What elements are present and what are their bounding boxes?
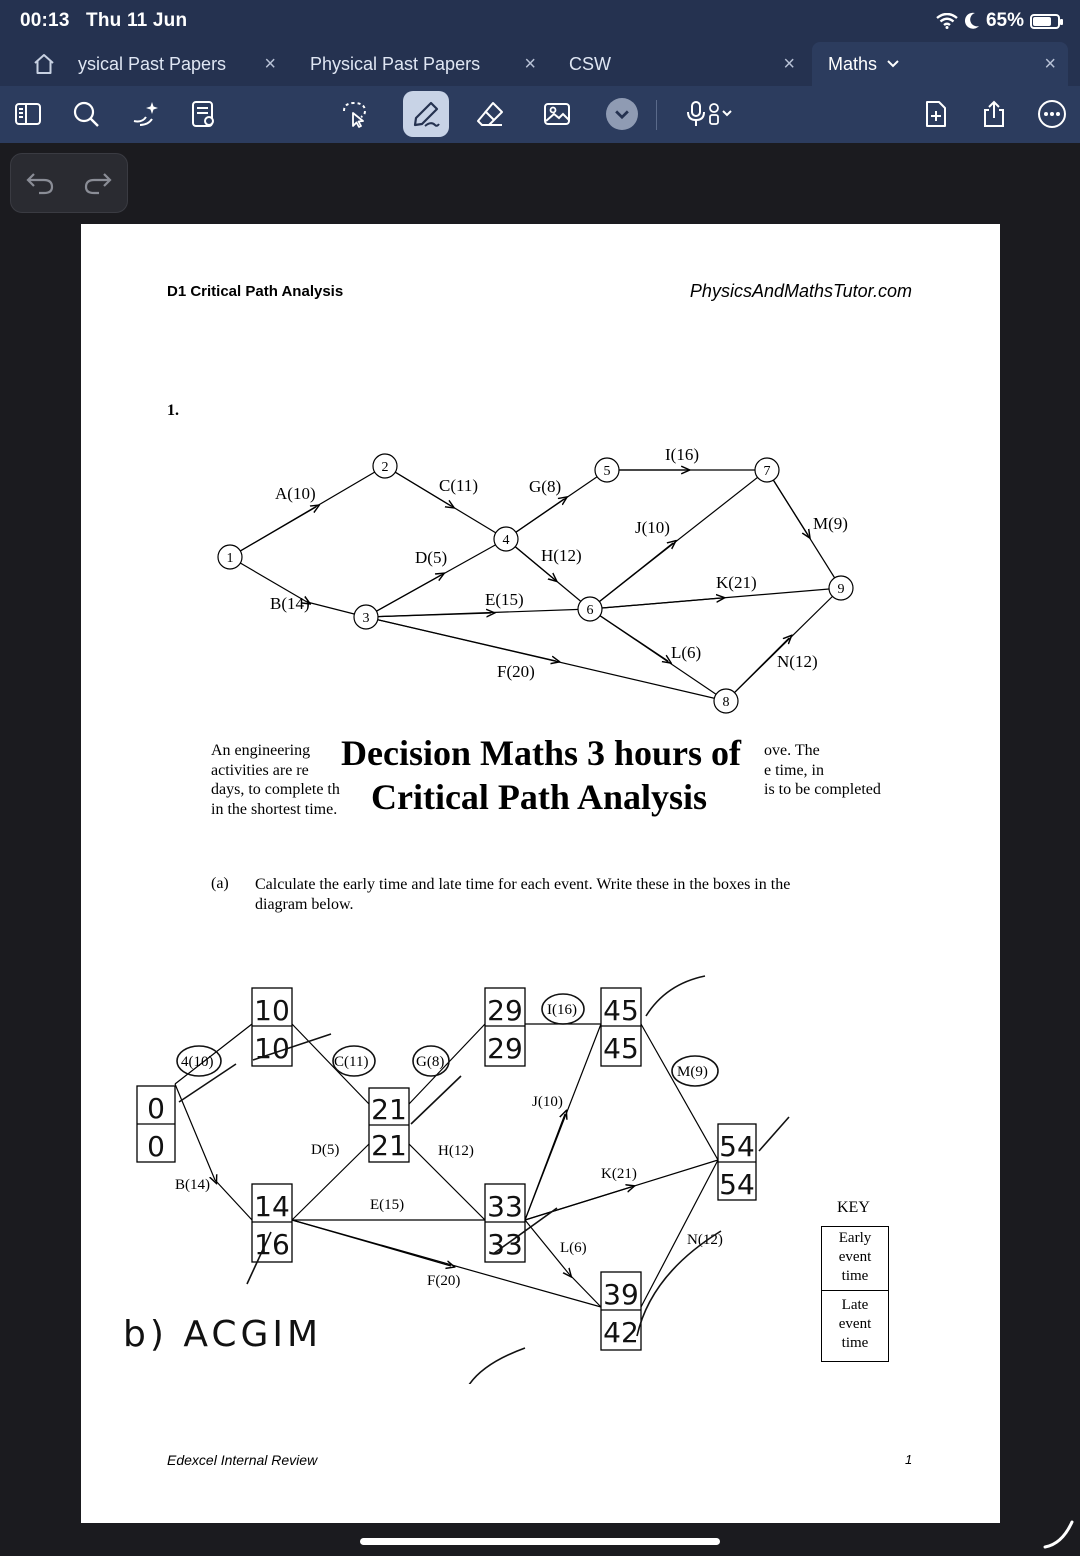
node-label: 8 — [722, 695, 730, 710]
undo-icon[interactable] — [25, 170, 55, 196]
answer-activity-label: H(12) — [438, 1143, 474, 1159]
part-a-label: (a) — [211, 875, 229, 892]
moon-icon — [964, 12, 980, 30]
answer-activity-label: N(12) — [687, 1232, 723, 1248]
node-label: 4 — [502, 533, 510, 548]
activity-label: E(15) — [485, 590, 524, 609]
event-late-time: 54 — [719, 1168, 755, 1201]
page-header-right: PhysicsAndMathsTutor.com — [689, 281, 912, 301]
home-icon[interactable] — [32, 52, 56, 76]
activity-label: A(10) — [275, 484, 316, 503]
event-late-time: 42 — [603, 1316, 639, 1349]
sidebar-button[interactable] — [6, 92, 50, 136]
more-button[interactable] — [1030, 92, 1074, 136]
battery-icon — [1030, 14, 1060, 29]
page-header-left: D1 Critical Path Analysis — [167, 283, 344, 300]
audio-record-button[interactable] — [672, 92, 742, 136]
activity-label: N(12) — [777, 652, 818, 671]
search-button[interactable] — [64, 92, 108, 136]
event-late-time: 0 — [147, 1130, 165, 1163]
share-icon — [979, 99, 1009, 129]
answer-activity-label: L(6) — [560, 1240, 587, 1256]
activity-label: L(6) — [671, 643, 702, 662]
tab-3-label: CSW — [569, 53, 611, 74]
document-icon — [188, 99, 218, 129]
activity-label: G(8) — [529, 477, 562, 496]
answer-activity-label: J(10) — [532, 1094, 563, 1110]
tab-1-label: ysical Past Papers — [78, 53, 227, 74]
more-icon — [1037, 99, 1067, 129]
event-early-time: 33 — [487, 1190, 523, 1223]
answer-activity-label: E(15) — [370, 1197, 405, 1213]
answer-activity-label: 4(10) — [181, 1054, 214, 1070]
activity-label: C(11) — [439, 476, 479, 495]
document-button[interactable] — [181, 92, 225, 136]
magic-icon — [130, 99, 160, 129]
pen-tool-button[interactable] — [403, 91, 449, 137]
key-early-label: Early event time — [838, 1230, 872, 1284]
share-button[interactable] — [972, 92, 1016, 136]
document-page[interactable] — [81, 224, 1000, 1523]
node-label: 2 — [381, 460, 389, 475]
activity-label: H(12) — [541, 546, 582, 565]
tab-1-close-icon[interactable]: × — [264, 53, 276, 75]
answer-activity-label: D(5) — [311, 1142, 340, 1158]
event-early-time: 45 — [603, 994, 639, 1027]
answer-activity-label: F(20) — [427, 1273, 461, 1289]
event-early-time: 39 — [603, 1278, 639, 1311]
event-early-time: 54 — [719, 1130, 755, 1163]
status-bar — [0, 0, 1080, 42]
key-late-label: Late event time — [822, 1290, 888, 1353]
tab-2-label: Physical Past Papers — [310, 53, 481, 74]
page-footer-left: Edexcel Internal Review — [167, 1452, 318, 1468]
answer-activity-label: K(21) — [601, 1166, 637, 1182]
node-label: 5 — [603, 464, 611, 479]
tool-options-button[interactable] — [600, 92, 644, 136]
tab-3[interactable] — [557, 42, 807, 86]
toolbar-divider — [656, 100, 657, 130]
activity-label: M(9) — [813, 514, 848, 533]
part-b-answer: b) ACGIM — [123, 1314, 323, 1355]
tab-bar — [0, 42, 1080, 86]
sidebar-icon — [13, 99, 43, 129]
magic-button[interactable] — [123, 92, 167, 136]
node-label: 1 — [226, 551, 234, 566]
undo-redo-group — [10, 153, 128, 213]
event-early-time: 14 — [254, 1190, 290, 1223]
event-late-time: 16 — [254, 1228, 290, 1261]
question-number: 1. — [167, 402, 179, 419]
event-late-time: 21 — [371, 1129, 407, 1162]
home-indicator[interactable] — [360, 1538, 720, 1545]
activity-label: B(14) — [270, 594, 310, 613]
microphone-icon — [681, 99, 733, 129]
key-title: KEY — [837, 1199, 870, 1216]
node-label: 9 — [837, 582, 845, 597]
tab-3-close-icon[interactable]: × — [783, 53, 795, 75]
event-late-time: 33 — [487, 1228, 523, 1261]
eraser-icon — [475, 99, 505, 129]
tab-4-active[interactable] — [812, 42, 1068, 86]
answer-activity-label: B(14) — [175, 1177, 210, 1193]
event-early-time: 29 — [487, 994, 523, 1027]
event-late-time: 45 — [603, 1032, 639, 1065]
node-label: 7 — [763, 464, 771, 479]
intro-text-left: An engineering activities are re days, to complete th in the shortest time. — [211, 742, 340, 818]
wifi-icon — [936, 13, 958, 29]
image-icon — [542, 99, 572, 129]
activity-network-diagram — [81, 224, 1000, 724]
activity-label: F(20) — [497, 662, 535, 681]
activity-label: I(16) — [665, 445, 699, 464]
overlay-title-line-1: Decision Maths 3 hours of — [321, 732, 761, 778]
event-early-time: 21 — [371, 1093, 407, 1126]
activity-label: D(5) — [415, 548, 448, 567]
search-icon — [71, 99, 101, 129]
node-label: 6 — [586, 603, 594, 618]
status-system — [936, 10, 1060, 32]
chevron-icon — [606, 98, 638, 130]
chevron-down-icon[interactable] — [887, 60, 899, 68]
status-time: 00:13 Thu 11 Jun — [20, 10, 188, 31]
answer-activity-label: M(9) — [677, 1064, 708, 1080]
tab-1[interactable] — [66, 42, 288, 86]
eraser-button[interactable] — [468, 92, 512, 136]
overlay-title-line-2: Critical Path Analysis — [349, 776, 729, 822]
node-label: 3 — [362, 611, 370, 626]
add-page-button[interactable] — [914, 92, 958, 136]
event-early-time: 10 — [254, 994, 290, 1027]
answer-activity-label: I(16) — [547, 1002, 577, 1018]
intro-text-right: ove. The e time, in is to be completed — [764, 742, 881, 798]
add-page-icon — [921, 99, 951, 129]
pencil-stroke-icon — [1042, 1516, 1076, 1550]
answer-activity-label: C(11) — [334, 1054, 369, 1070]
toolbar — [0, 86, 1080, 143]
lasso-icon — [339, 99, 369, 129]
answer-activity-label: G(8) — [416, 1054, 445, 1070]
activity-label: K(21) — [716, 573, 757, 592]
pen-icon — [411, 99, 441, 129]
key-box — [821, 1226, 889, 1362]
battery-percent: 65% — [985, 10, 1024, 31]
event-late-time: 10 — [254, 1032, 290, 1065]
activity-label: J(10) — [635, 518, 670, 537]
image-button[interactable] — [535, 92, 579, 136]
page-number: 1 — [905, 1452, 913, 1467]
event-boxes — [137, 988, 756, 1350]
tab-2[interactable] — [298, 42, 548, 86]
tab-4-close-icon[interactable]: × — [1044, 53, 1056, 75]
part-a-text: Calculate the early time and late time for each event. Write these in the boxes in the diagram below. — [255, 876, 791, 913]
lasso-button[interactable] — [332, 92, 376, 136]
tab-4-label: Maths — [828, 53, 878, 74]
redo-icon[interactable] — [83, 170, 113, 196]
event-early-time: 0 — [147, 1092, 165, 1125]
event-late-time: 29 — [487, 1032, 523, 1065]
tab-2-close-icon[interactable]: × — [524, 53, 536, 75]
